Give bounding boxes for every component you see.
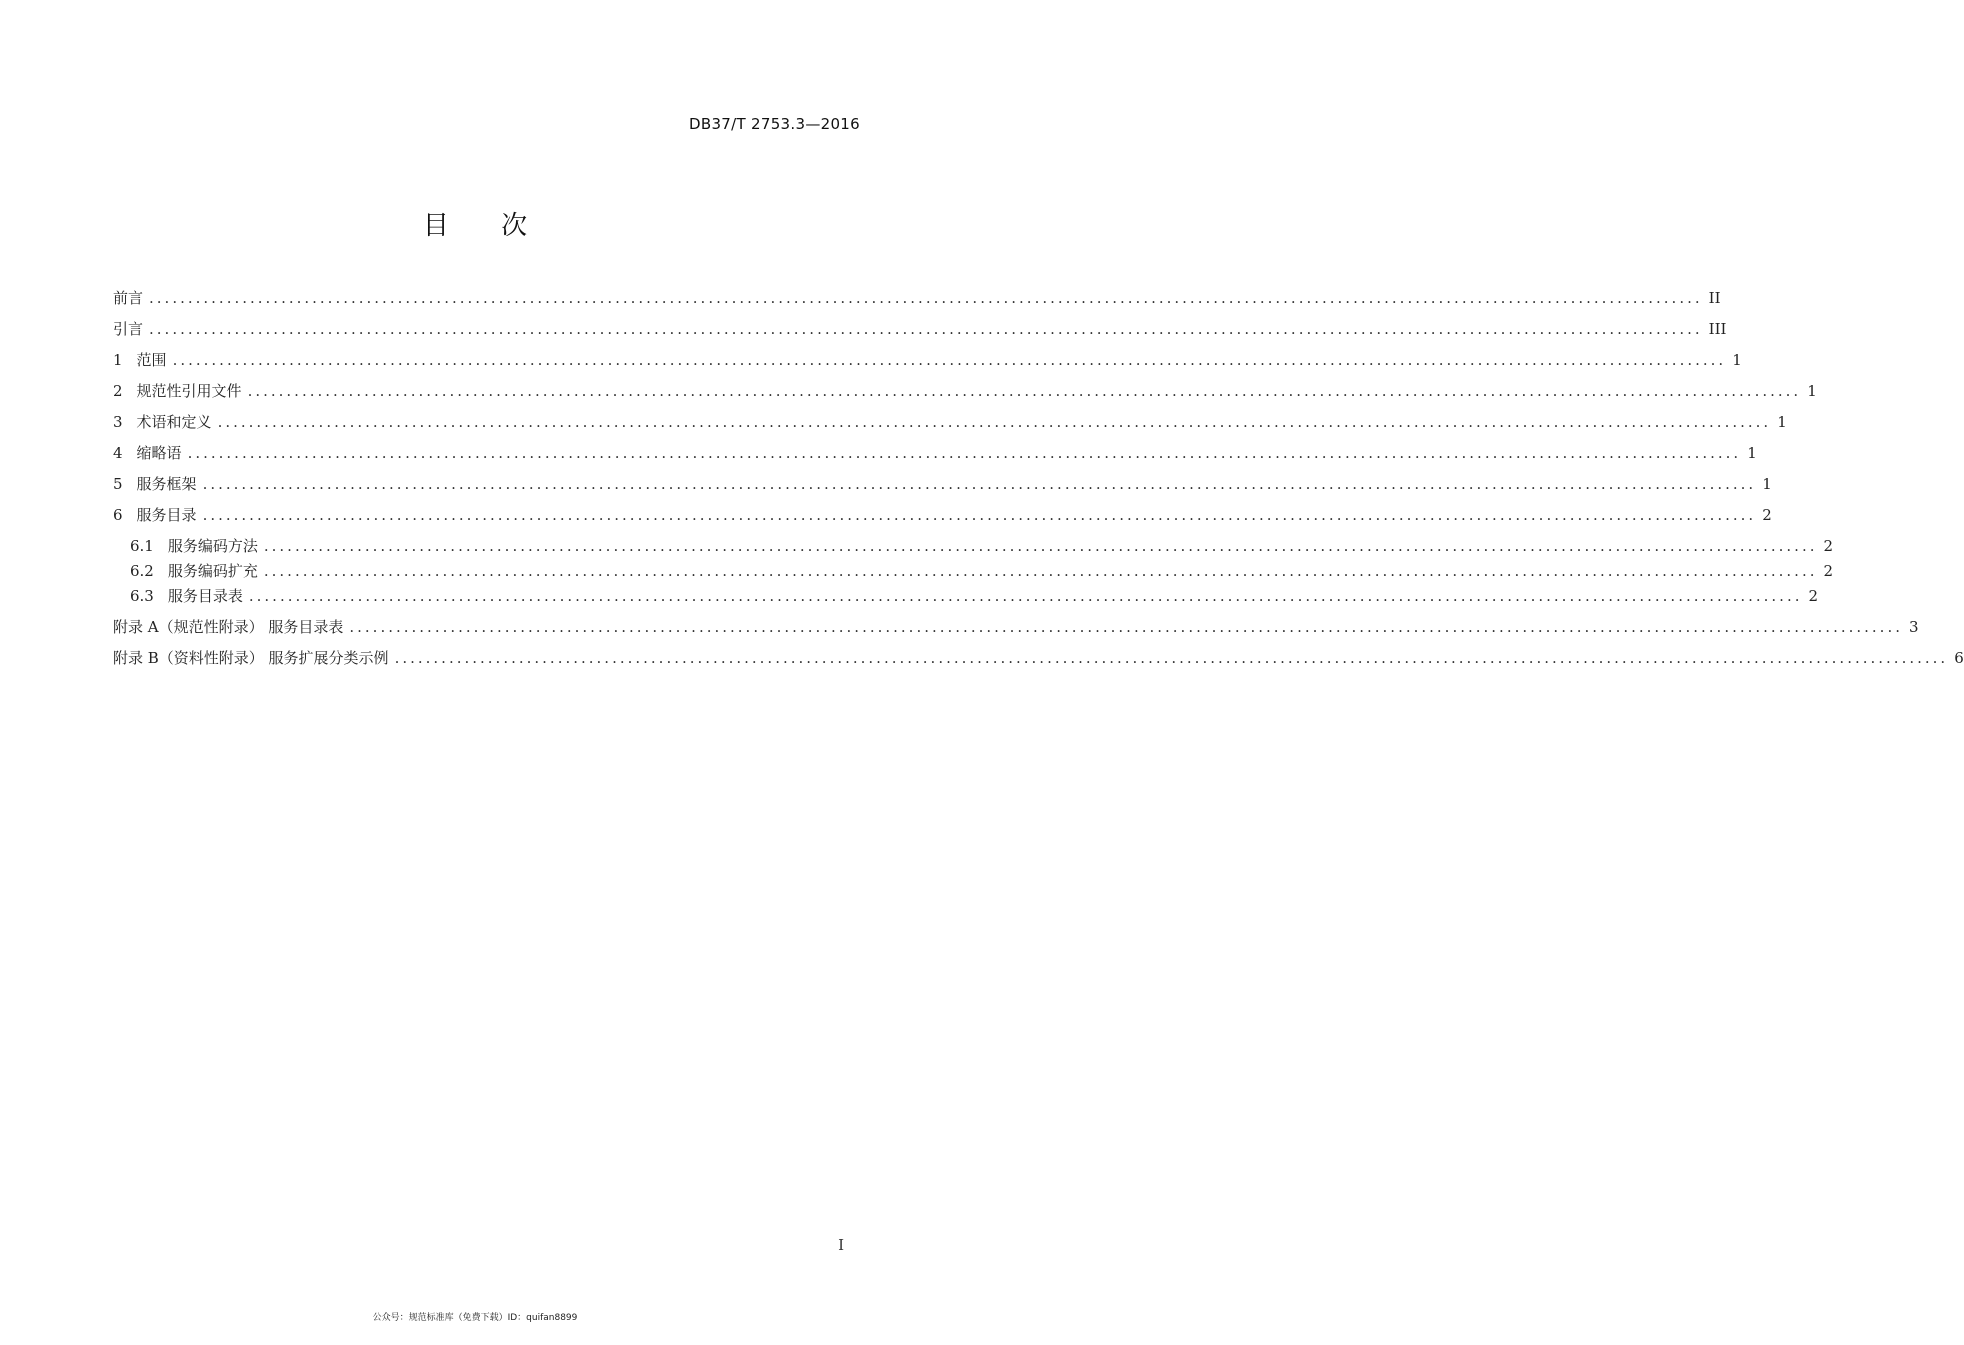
toc-leader: ........................................................................................................................................................................................................ <box>263 537 1818 555</box>
toc-label: 附录 A（规范性附录） 服务目录表 <box>113 618 344 636</box>
toc-leader: ........................................................................................................................................................................................................ <box>149 289 1703 307</box>
toc-page: 2 <box>1808 587 1819 605</box>
toc-label: 缩略语 <box>136 444 182 462</box>
toc-entry-1[interactable] <box>113 348 1742 372</box>
toc-number: 6.1 <box>130 537 154 555</box>
toc-entry-5[interactable] <box>113 472 1772 496</box>
toc-label: 服务目录 <box>136 506 197 524</box>
toc-label: 服务编码方法 <box>167 537 258 555</box>
toc-entry-2[interactable] <box>113 379 1817 403</box>
toc-label: 前言 <box>113 289 144 307</box>
toc-entry-appendix-a[interactable] <box>113 615 1919 639</box>
standard-code: DB37/T 2753.3—2016 <box>689 115 860 133</box>
page-number: I <box>838 1236 844 1254</box>
toc-leader: ........................................................................................................................................................................................................ <box>172 351 1727 369</box>
toc-page: 1 <box>1762 475 1772 493</box>
toc-label: 规范性引用文件 <box>136 382 242 400</box>
toc-label: 引言 <box>113 320 144 338</box>
toc-entry-6-1[interactable] <box>130 534 1834 558</box>
toc-page: 2 <box>1762 506 1772 524</box>
toc-page: 1 <box>1747 444 1757 462</box>
toc-label: 术语和定义 <box>136 413 212 431</box>
toc-entry-appendix-b[interactable] <box>113 646 1964 670</box>
footer-watermark-text: 公众号：规范标准库（免费下载）ID：quifan8899 <box>372 1313 578 1323</box>
toc-page: 2 <box>1823 562 1834 580</box>
toc-number: 5 <box>113 475 123 493</box>
toc-label: 服务编码扩充 <box>167 562 258 580</box>
toc-entry-introduction[interactable] <box>113 317 1727 341</box>
toc-leader: ........................................................................................................................................................................................................ <box>247 382 1802 400</box>
toc-leader: ........................................................................................................................................................................................................ <box>394 649 1949 667</box>
toc-leader: ........................................................................................................................................................................................................ <box>248 587 1803 605</box>
toc-page: 6 <box>1954 649 1964 667</box>
toc-page: 3 <box>1909 618 1919 636</box>
toc-number: 2 <box>113 382 123 400</box>
toc-number: 6.2 <box>130 562 154 580</box>
toc-page: 1 <box>1807 382 1817 400</box>
toc-number: 1 <box>113 351 123 369</box>
toc-leader: ........................................................................................................................................................................................................ <box>263 562 1818 580</box>
toc-leader: ........................................................................................................................................................................................................ <box>349 618 1903 636</box>
toc-entry-6[interactable] <box>113 503 1772 527</box>
toc-leader: ........................................................................................................................................................................................................ <box>202 506 1757 524</box>
toc-entry-3[interactable] <box>113 410 1787 434</box>
toc-entry-6-2[interactable] <box>130 559 1834 583</box>
toc-entry-4[interactable] <box>113 441 1757 465</box>
toc-label: 附录 B（资料性附录） 服务扩展分类示例 <box>113 649 389 667</box>
toc-page: II <box>1708 289 1721 307</box>
toc-number: 3 <box>113 413 123 431</box>
toc-leader: ........................................................................................................................................................................................................ <box>149 320 1703 338</box>
toc-entry-foreword[interactable] <box>113 286 1721 310</box>
toc-label: 服务目录表 <box>167 587 243 605</box>
toc-number: 4 <box>113 444 123 462</box>
toc-label: 范围 <box>136 351 167 369</box>
toc-leader: ........................................................................................................................................................................................................ <box>217 413 1772 431</box>
toc-number: 6.3 <box>130 587 154 605</box>
toc-page: III <box>1708 320 1727 338</box>
toc-page: 1 <box>1732 351 1742 369</box>
page-title: 目 次 <box>422 211 550 241</box>
toc-label: 服务框架 <box>136 475 197 493</box>
toc-number: 6 <box>113 506 123 524</box>
toc-leader: ........................................................................................................................................................................................................ <box>202 475 1757 493</box>
toc-page: 2 <box>1823 537 1834 555</box>
toc-leader: ........................................................................................................................................................................................................ <box>187 444 1742 462</box>
toc-page: 1 <box>1777 413 1787 431</box>
toc-entry-6-3[interactable] <box>130 584 1819 608</box>
